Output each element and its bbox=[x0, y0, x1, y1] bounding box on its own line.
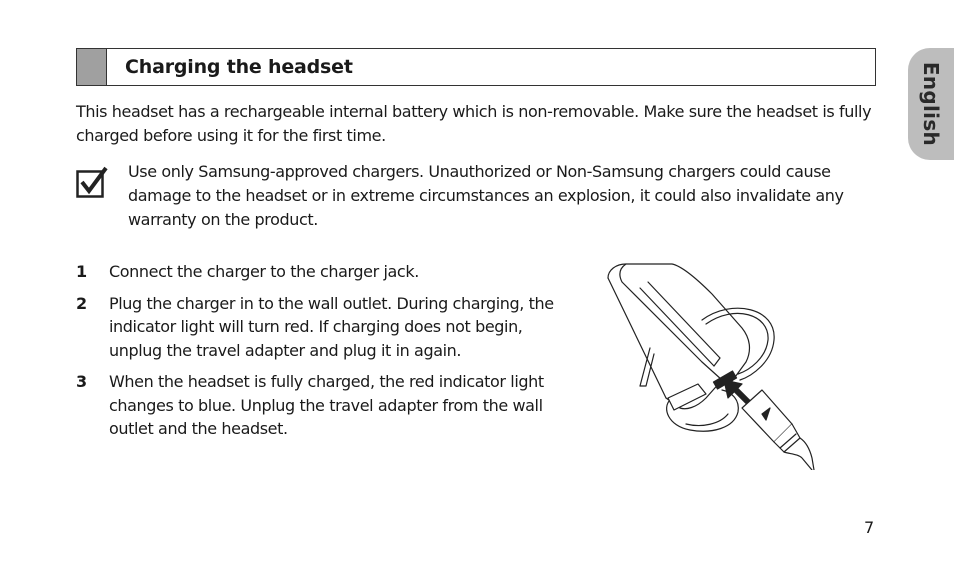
step-text: When the headset is fully charged, the red indicator light changes to blue. Unplug the travel adapter from the wall outlet and the headset. bbox=[109, 372, 544, 438]
language-tab-label: English bbox=[919, 61, 943, 147]
language-tab bbox=[908, 48, 954, 160]
list-item bbox=[76, 260, 556, 284]
step-number: 2 bbox=[76, 293, 87, 313]
page-number: 7 bbox=[864, 518, 875, 537]
headset-charging-illustration bbox=[602, 258, 820, 470]
section-header bbox=[76, 48, 876, 86]
step-number: 1 bbox=[76, 262, 87, 281]
checkbox-note-icon bbox=[76, 166, 108, 198]
note-text: Use only Samsung-approved chargers. Unauthorized or Non-Samsung chargers could cause damage to the headset or in extreme circumstances an explosion, it could also invalidate any warranty on the product. bbox=[128, 162, 844, 229]
section-marker bbox=[77, 49, 107, 85]
list-item bbox=[76, 292, 556, 363]
step-text: Connect the charger to the charger jack. bbox=[109, 262, 419, 281]
list-item bbox=[76, 370, 556, 441]
section-title: Charging the headset bbox=[125, 56, 353, 78]
step-number: 3 bbox=[76, 372, 87, 391]
steps-list bbox=[76, 260, 556, 449]
intro-paragraph: This headset has a rechargeable internal battery which is non-removable. Make sure the headset is fully charged before using it for the first time. bbox=[76, 102, 872, 145]
step-text: Plug the charger in to the wall outlet. During charging, the indicator light will turn red. If charging does not begin, unplug the travel adapter and plug it in again. bbox=[109, 293, 554, 360]
